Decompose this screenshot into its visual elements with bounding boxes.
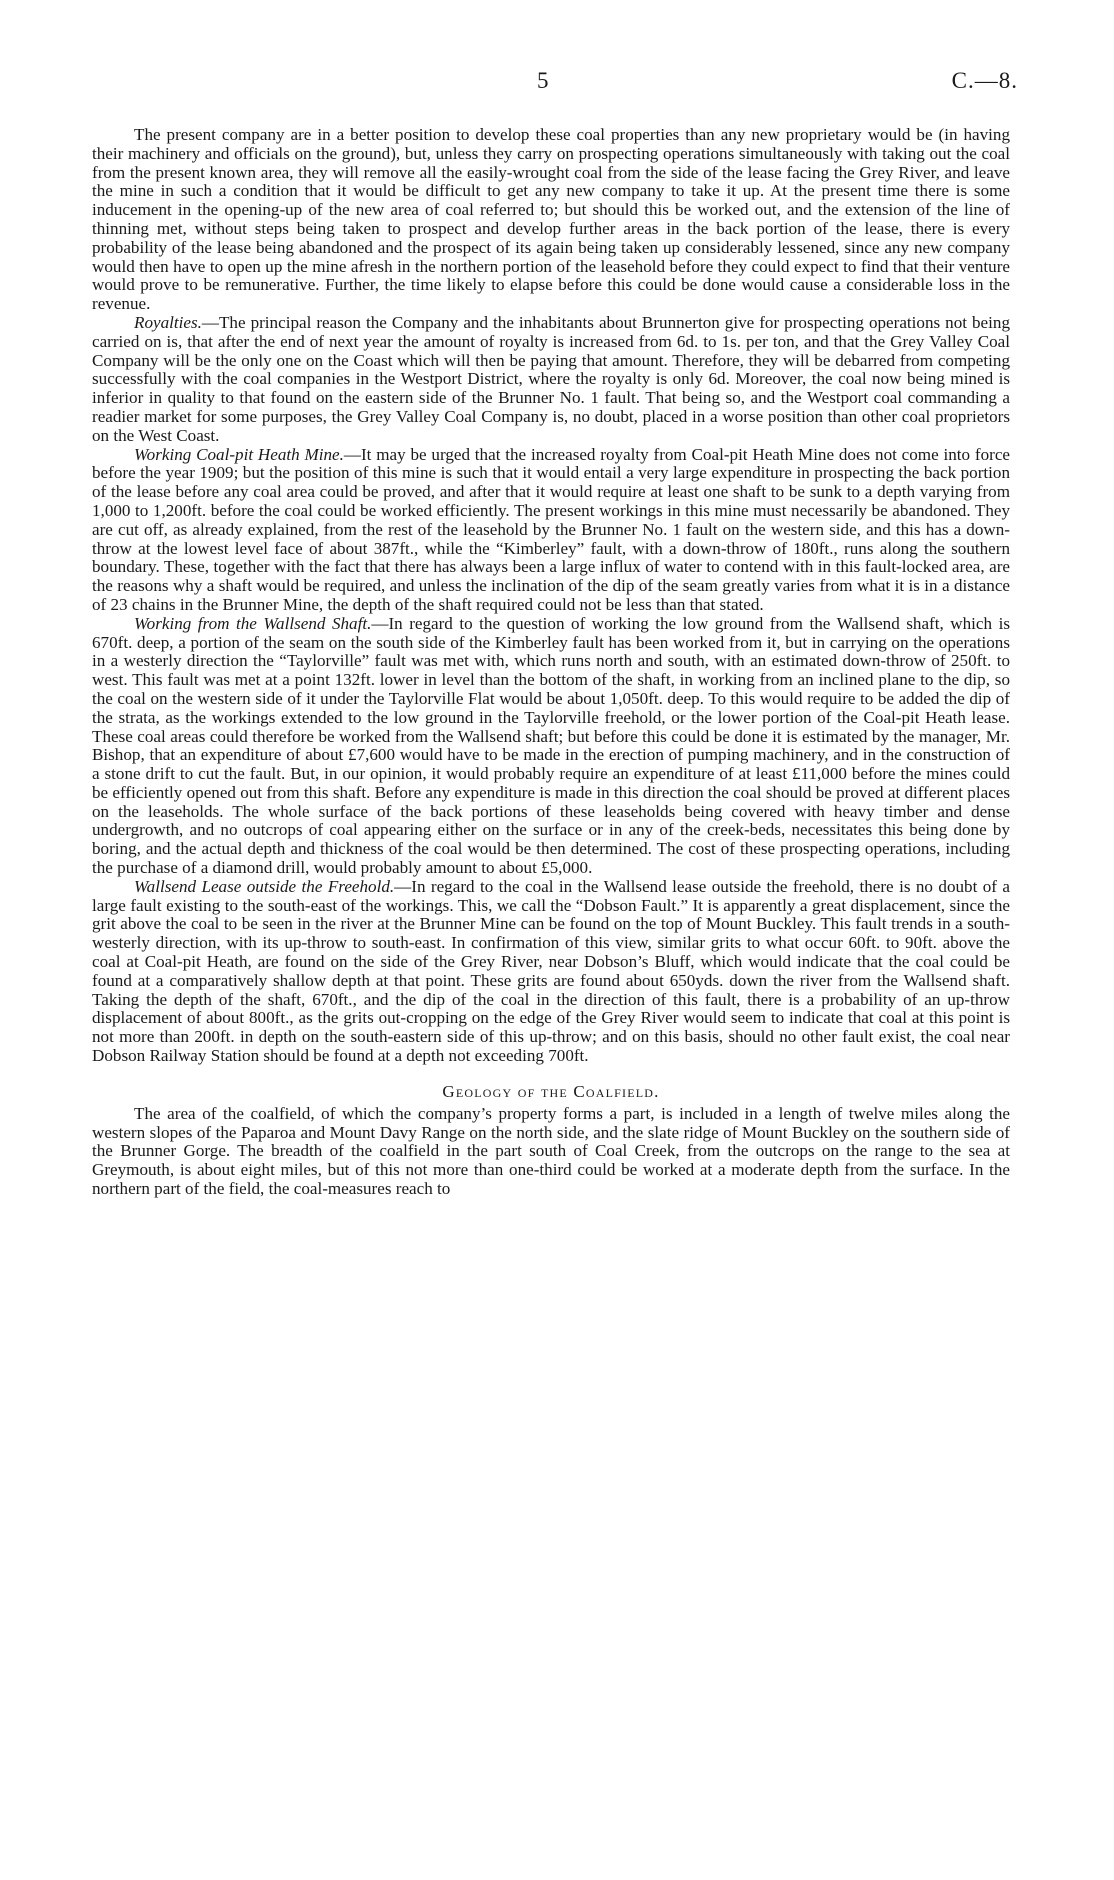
page-number: 5: [537, 68, 549, 93]
paragraph-text: —The principal reason the Company and the inhabitants about Brunnerton give for prospecting operations not being carried on is, that after the end of next year the amount of royalty is increased from 6d. to 1s. per ton, and that the Grey Valley Coal Company will be the only one on the Coast which will then be paying that amount. Therefore, they will be debarred from competing successfully with the coal companies in the Westport District, where the royalty is only 6d. Moreover, the coal now being mined is inferior in quality to that found on the eastern side of the Brunner No. 1 fault. That being so, and the Westport coal commanding a readier market for some purposes, the Grey Valley Coal Company is, no doubt, placed in a worse position than other coal proprietors on the West Coast.: [92, 312, 1010, 445]
paragraph-text: The area of the coalfield, of which the company’s property forms a part, is included in a length of twelve miles along the western slopes of the Paparoa and Mount Davy Range on the north side, and the slate ridge of Mount Buckley on the southern side of the Brunner Gorge. The breadth of the coalfield in the part south of Coal Creek, from the outcrops on the range to the sea at Greymouth, is about eight miles, but of this not more than one-third could be worked at a moderate depth from the surface. In the northern part of the field, the coal-measures reach to: [92, 1103, 1010, 1199]
paragraph-intro: [92, 126, 1010, 314]
page-header: [92, 62, 1018, 102]
paragraph-lead: Working Coal-pit Heath Mine.: [134, 444, 344, 464]
section-heading-text: Geology of the Coalfield.: [442, 1081, 660, 1101]
paragraph-geology: [92, 1105, 1010, 1199]
document-code: C.—8.: [951, 68, 1018, 93]
paragraph-lead: Working from the Wallsend Shaft.: [134, 613, 372, 633]
paragraph-text: —It may be urged that the increased royalty from Coal-pit Heath Mine does not come into force before the year 1909; but the position of this mine is such that it would entail a very large expenditure in prospecting the back portion of the lease before any coal area could be proved, and after that it would require at least one shaft to be sunk to a depth varying from 1,000 to 1,200ft. before the coal could be worked efficiently. The present workings in this mine must necessarily be abandoned. They are cut off, as already explained, from the rest of the leasehold by the Brunner No. 1 fault on the western side, and this has a down-throw at the lowest level face of about 387ft., while the “Kimberley” fault, with a down-throw of 180ft., runs along the southern boundary. These, together with the fact that there has always been a large influx of water to contend with in this fault-locked area, are the reasons why a shaft would be required, and unless the inclination of the dip of the seam greatly varies from what it is in a distance of 23 chains in the Brunner Mine, the depth of the shaft required could not be less than that stated.: [92, 444, 1010, 614]
paragraph-coal-pit-heath: [92, 446, 1010, 615]
paragraph-wallsend-shaft: [92, 615, 1010, 878]
paragraph-wallsend-lease: [92, 878, 1010, 1066]
paragraph-text: The present company are in a better position to develop these coal properties than any new proprietary would be (in having their machinery and officials on the ground), but, unless they carry on prospecting operations simultaneously with taking out the coal from the present known area, they will remove all the easily-wrought coal from the side of the lease facing the Grey River, and leave the mine in such a condition that it would be difficult to get any new company to take it up. At the present time there is some inducement in the opening-up of the new area of coal referred to; but should this be worked out, and the extension of the line of thinning met, without steps being taken to prospect and develop further areas in the back portion of the lease, there is every probability of the lease being abandoned and the prospect of its again being taken up considerably lessened, since any new company would then have to open up the mine afresh in the northern portion of the leasehold before they could expect to find that their venture would prove to be remunerative. Further, the time likely to elapse before this could be done would cause a considerable loss in the revenue.: [92, 125, 1010, 314]
paragraph-text: —In regard to the coal in the Wallsend lease outside the freehold, there is no doubt of a large fault existing to the south-east of the workings. This, we call the “Dobson Fault.” It is apparently a great displacement, since the grit above the coal to be seen in the river at the Brunner Mine can be found on the top of Mount Buckley. This fault trends in a south-westerly direction, with its up-throw to south-east. In confirmation of this view, similar grits to what occur 60ft. to 90ft. above the coal at Coal-pit Heath, are found on the side of the Grey River, near Dobson’s Bluff, which would indicate that the coal could be found at a comparatively shallow depth at that point. These grits are found about 650yds. down the river from the Wallsend shaft. Taking the depth of the shaft, 670ft., and the dip of the coal in the direction of this fault, there is a probability of an up-throw displacement of about 800ft., as the grits out-cropping on the edge of the Grey River would seem to indicate that coal at this point is not more than 200ft. in depth on the south-eastern side of this up-throw; and on this basis, should no other fault exist, the coal near Dobson Railway Station should be found at a depth not exceeding 700ft.: [92, 876, 1010, 1066]
paragraph-lead: Royalties.: [134, 312, 202, 332]
paragraph-text: —In regard to the question of working the low ground from the Wallsend shaft, which is 670ft. deep, a portion of the seam on the south side of the Kimberley fault has been worked from it, but in carrying on the operations in a westerly direction the “Taylorville” fault was met with, which runs north and south, with an estimated down-throw of 250ft. to west. This fault was met at a point 132ft. lower in level than the bottom of the shaft, in working from an inclined plane to the dip, so the coal on the western side of it under the Taylorville Flat would be about 1,050ft. deep. To this would require to be added the dip of the strata, as the workings extended to the low ground in the Taylorville freehold, or the lower portion of the Coal-pit Heath lease. These coal areas could therefore be worked from the Wallsend shaft; but before this could be done it is estimated by the manager, Mr. Bishop, that an expenditure of about £7,600 would have to be made in the erection of pumping machinery, and in the construction of a stone drift to cut the fault. But, in our opinion, it would probably require an expenditure of at least £11,000 before the mines could be efficiently opened out from this shaft. Before any expenditure is made in this direction the coal should be proved at different places on the leaseholds. The whole surface of the back portions of these leaseholds being covered with heavy timber and dense undergrowth, and no outcrops of coal appearing either on the surface or in any of the creek-beds, necessitates this being done by boring, and the actual depth and thickness of the coal would be then determined. The cost of these prospecting operations, including the purchase of a diamond drill, would probably amount to about £5,000.: [92, 613, 1010, 878]
paragraph-lead: Wallsend Lease outside the Freehold.: [134, 876, 395, 896]
section-heading: [92, 1082, 1010, 1103]
paragraph-royalties: [92, 314, 1010, 446]
